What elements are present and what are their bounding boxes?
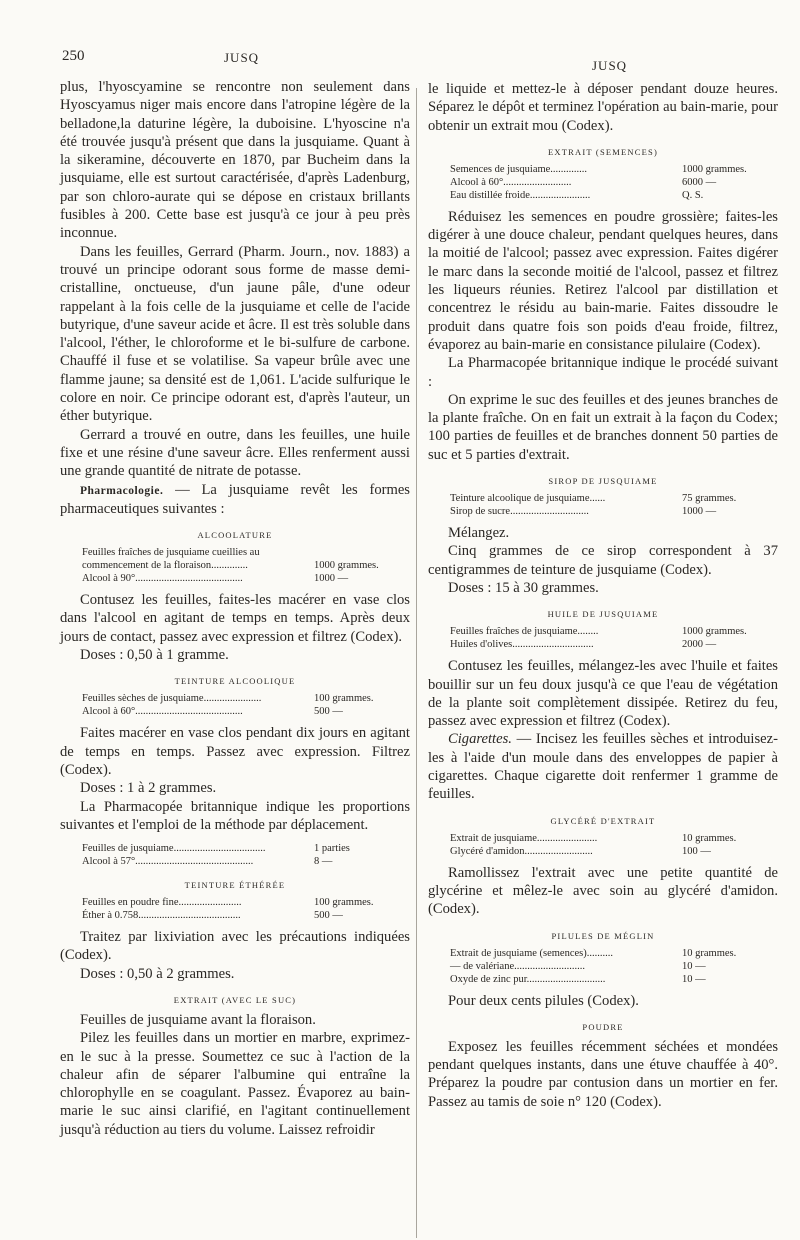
paragraph: Traitez par lixiviation avec les précautions indiquées (Codex). (60, 929, 410, 964)
paragraph: Pour deux cents pilules (Codex). (448, 992, 639, 1009)
paragraph: Gerrard a trouvé en outre, dans les feuilles, une huile fixe et une résine d'une saveur âcre. Elles renferment aussi une grande quantité de nitrate de potasse. (60, 426, 410, 480)
paragraph: Ramollissez l'extrait avec une petite quantité de glycérine et mêlez-le avec soin au glycéré d'amidon. (Codex). (428, 864, 778, 918)
recipe-title: GLYCÉRÉ D'EXTRAIT (550, 815, 656, 826)
recipe-row (450, 176, 778, 189)
recipe-row (82, 546, 410, 559)
recipe-row (450, 960, 778, 973)
quantity: 1000 grammes. (314, 560, 379, 572)
paragraph: Feuilles de jusquiame avant la floraison. (80, 1011, 316, 1028)
paragraph: Faites macérer en vase clos pendant dix jours en agitant de temps en temps. Passez avec expression. Filtrez (Codex). (60, 725, 410, 778)
recipe-row (82, 842, 410, 855)
paragraph: Doses : 1 à 2 grammes. (80, 780, 217, 797)
paragraph: Réduisez les semences en poudre grossière; faites-les digérer à une douce chaleur, pendant quelques heures, dans la moitié de l'alcool; passez avec expression. Faites digérer le marc dans la seconde moitié de l'alcool, passez et filtrez les liqueurs réunies. Retirez l'alcool par distillation et concentrez le résidu au bain-marie. Faites dissoudre le produit dans quatre fois son poids d'eau froide, filtrez, évaporez au bain-marie en consistance pilulaire (Codex). (428, 208, 778, 353)
ingredient: Teinture alcoolique de jusquiame...... (450, 493, 606, 505)
recipe-row (450, 492, 778, 505)
ingredient: Éther à 0.758....................................... (82, 910, 241, 922)
ingredient: Extrait de jusquiame (semences).......... (450, 947, 613, 959)
ingredient: Feuilles fraîches de jusquiame........ (450, 626, 599, 638)
ingredient: Alcool à 60°......................................... (82, 706, 243, 718)
recipe-row (82, 692, 410, 705)
recipe-title: POUDRE (582, 1021, 624, 1032)
quantity: 10 — (682, 960, 706, 972)
pharmacology-paragraph (60, 481, 410, 519)
quantity: 1000 — (314, 573, 349, 585)
recipe-row (450, 189, 778, 202)
page-number: 250 (62, 48, 85, 64)
ingredient: — de valériane........................... (450, 960, 586, 972)
ingredient: Alcool à 60°.......................... (450, 176, 572, 188)
quantity: 500 — (314, 706, 343, 718)
recipe-row (450, 973, 778, 986)
paragraph: Mélangez. (448, 525, 510, 542)
cigarettes-paragraph (428, 730, 778, 803)
paragraph: Doses : 15 à 30 grammes. (448, 579, 599, 596)
ingredient: commencement de la floraison.............. (82, 560, 248, 572)
recipe-table (82, 842, 410, 868)
quantity: 10 — (682, 973, 706, 985)
recipe-row (82, 896, 410, 909)
quantity: 6000 — (682, 176, 717, 188)
quantity: 10 grammes. (682, 832, 737, 844)
paragraph: La Pharmacopée britannique indique les proportions suivantes et l'emploi de la méthode par déplacement. (60, 798, 410, 833)
quantity: 1000 grammes. (682, 626, 747, 638)
ingredient: Glycéré d'amidon.......................... (450, 845, 593, 857)
ingredient: Semences de jusquiame.............. (450, 163, 588, 175)
quantity: 8 — (314, 856, 333, 868)
ingredient: Alcool à 90°......................................... (82, 573, 243, 585)
running-head-left: JUSQ (224, 50, 260, 65)
recipe-title: EXTRAIT (SEMENCES) (548, 146, 658, 157)
recipe-table (82, 896, 410, 922)
recipe-table (82, 546, 410, 585)
recipe-row (450, 947, 778, 960)
recipe-table (450, 625, 778, 651)
recipe-title: HUILE DE JUSQUIAME (547, 609, 659, 620)
recipe-row (450, 505, 778, 518)
column-divider (416, 88, 417, 1238)
quantity: 100 grammes. (314, 897, 374, 909)
recipe-table (450, 947, 778, 986)
paragraph: Contusez les feuilles, faites-les macérer en vase clos dans l'alcool en agitant de temps en temps. Après deux jours de contact, passez avec expression et filtrez (Codex). (60, 592, 410, 645)
paragraph: Pilez les feuilles dans un mortier en marbre, exprimez-en le suc à la presse. Soumettez ce suc à l'action de la chaleur afin de séparer l'albumine qui entraîne la chlorophylle en se coagulant. Passez. Évaporez au bain-marie le suc ainsi clarifié, en l'agitant continuellement jusqu'à réduction au tiers du volume. Laissez refroidir (60, 1030, 410, 1138)
recipe-title: TEINTURE ÉTHÉRÉE (184, 880, 286, 891)
ingredient: Feuilles fraîches de jusquiame cueillies au (82, 547, 260, 559)
ingredient: Feuilles sèches de jusquiame...................... (82, 693, 262, 705)
quantity: 10 grammes. (682, 947, 737, 959)
paragraph: On exprime le suc des feuilles et des jeunes branches de la plante fraîche. On en fait un extrait à la façon du Codex; 100 parties de feuilles et de branches donnent 50 parties de suc et 5 parties d'extrait. (428, 391, 778, 463)
paragraph: le liquide et mettez-le à déposer pendant douze heures. Séparez le dépôt et terminez l'opération au bain-marie, pour obtenir un extrait mou (Codex). (428, 81, 778, 134)
quantity: 100 — (682, 845, 711, 857)
recipe-row (450, 832, 778, 845)
quantity: 1000 grammes. (682, 163, 747, 175)
quantity: 100 grammes. (314, 693, 374, 705)
recipe-row (82, 855, 410, 868)
recipe-row (82, 572, 410, 585)
recipe-title: ALCOOLATURE (197, 530, 273, 541)
recipe-row (450, 845, 778, 858)
ingredient: Oxyde de zinc pur.............................. (450, 973, 606, 985)
ingredient: Eau distillée froide....................... (450, 189, 591, 201)
paragraph-text: — Incisez les feuilles sèches et introduisez-les à l'aide d'un moule dans des enveloppes de papier à cigarettes. Chaque cigarette doit renfermer 1 gramme de feuilles. (428, 731, 778, 803)
quantity: Q. S. (682, 189, 704, 201)
quantity: 1000 — (682, 506, 717, 518)
ingredient: Huiles d'olives............................... (450, 639, 594, 651)
paragraph: La Pharmacopée britannique indique le procédé suivant : (428, 355, 778, 390)
recipe-row (450, 638, 778, 651)
recipe-title: PILULES DE MÉGLIN (551, 930, 655, 941)
paragraph: Dans les feuilles, Gerrard (Pharm. Journ., nov. 1883) a trouvé un principe odorant sous forme de masse demi-cristalline, onctueuse, d'un jaune pâle, d'une odeur rappelant à la fois celle de la jusquiame et celle de l'acide butyrique, d'une saveur acide et âcre. Il est très soluble dans l'alcool, l'éther, le chloroforme et le bi-sulfure de carbone. Chauffé il fuse et se volatilise. Sa vapeur brûle avec une flamme jaune; sa densité est de 1,061. L'acide sulfurique le colore en noir. Ce principe odorant est, d'après l'auteur, un éther butyrique. (60, 243, 410, 425)
recipe-row (82, 559, 410, 572)
recipe-row (82, 909, 410, 922)
paragraph: Cinq grammes de ce sirop correspondent à 37 centigrammes de teinture de jusquiame (Codex). (428, 543, 778, 578)
recipe-table (450, 832, 778, 858)
quantity: 75 grammes. (682, 493, 737, 505)
right-column (428, 80, 778, 1111)
quantity: 2000 — (682, 639, 717, 651)
ingredient: Extrait de jusquiame....................... (450, 832, 598, 844)
recipe-table (82, 692, 410, 718)
recipe-table (450, 492, 778, 518)
quantity: 1 parties (314, 843, 350, 855)
section-label: Cigarettes. (448, 731, 512, 748)
recipe-title: TEINTURE ALCOOLIQUE (174, 676, 296, 687)
ingredient: Feuilles de jusquiame................................... (82, 843, 266, 855)
paragraph-text: — La jusquiame revêt les formes pharmaceutiques suivantes : (60, 481, 410, 517)
recipe-title: EXTRAIT (AVEC LE SUC) (173, 994, 297, 1005)
paragraph: Doses : 0,50 à 1 gramme. (80, 647, 229, 664)
recipe-row (450, 163, 778, 176)
quantity: 500 — (314, 910, 343, 922)
quantity (314, 546, 410, 559)
recipe-title: SIROP DE JUSQUIAME (548, 476, 658, 487)
ingredient: Sirop de sucre.............................. (450, 506, 589, 518)
recipe-row (450, 625, 778, 638)
recipe-table (450, 163, 778, 202)
recipe-row (82, 705, 410, 718)
ingredient: Alcool à 57°............................................. (82, 856, 254, 868)
ingredient: Feuilles en poudre fine........................ (82, 897, 242, 909)
paragraph: Exposez les feuilles récemment séchées et mondées pendant quelques instants, dans une étuve chauffée à 40°. Préparez la poudre par contusion dans un mortier en fer. Passez au tamis de soie n° 120 (Codex). (428, 1038, 778, 1110)
paragraph: Doses : 0,50 à 2 grammes. (80, 965, 235, 982)
left-column (60, 78, 410, 1139)
paragraph: Contusez les feuilles, mélangez-les avec l'huile et faites bouillir sur un feu doux jusqu'à ce que l'eau de végétation de la plante soit complètement dissipée. Retirez du feu, passez avec expression et filtrez (Codex). (428, 658, 778, 730)
section-label: Pharmacologie. (80, 484, 164, 497)
running-head-right: JUSQ (592, 58, 628, 73)
paragraph: plus, l'hyoscyamine se rencontre non seulement dans Hyoscyamus niger mais encore dans l'atropine légère de la belladone,la daturine légère, la duboisine. L'hyoscine n'a été trouvée jusqu'à présent que dans la jusquiame. Quant à la sikeramine, découverte en 1870, par Bucheim dans la jusquiame, elle est surtout caractérisée, d'après Ladenburg, par son chloro-aurate qui se dépose en cristaux brillants fusibles à 200. Cette base est jusqu'à ce jour à peu près inconnue. (60, 79, 410, 242)
